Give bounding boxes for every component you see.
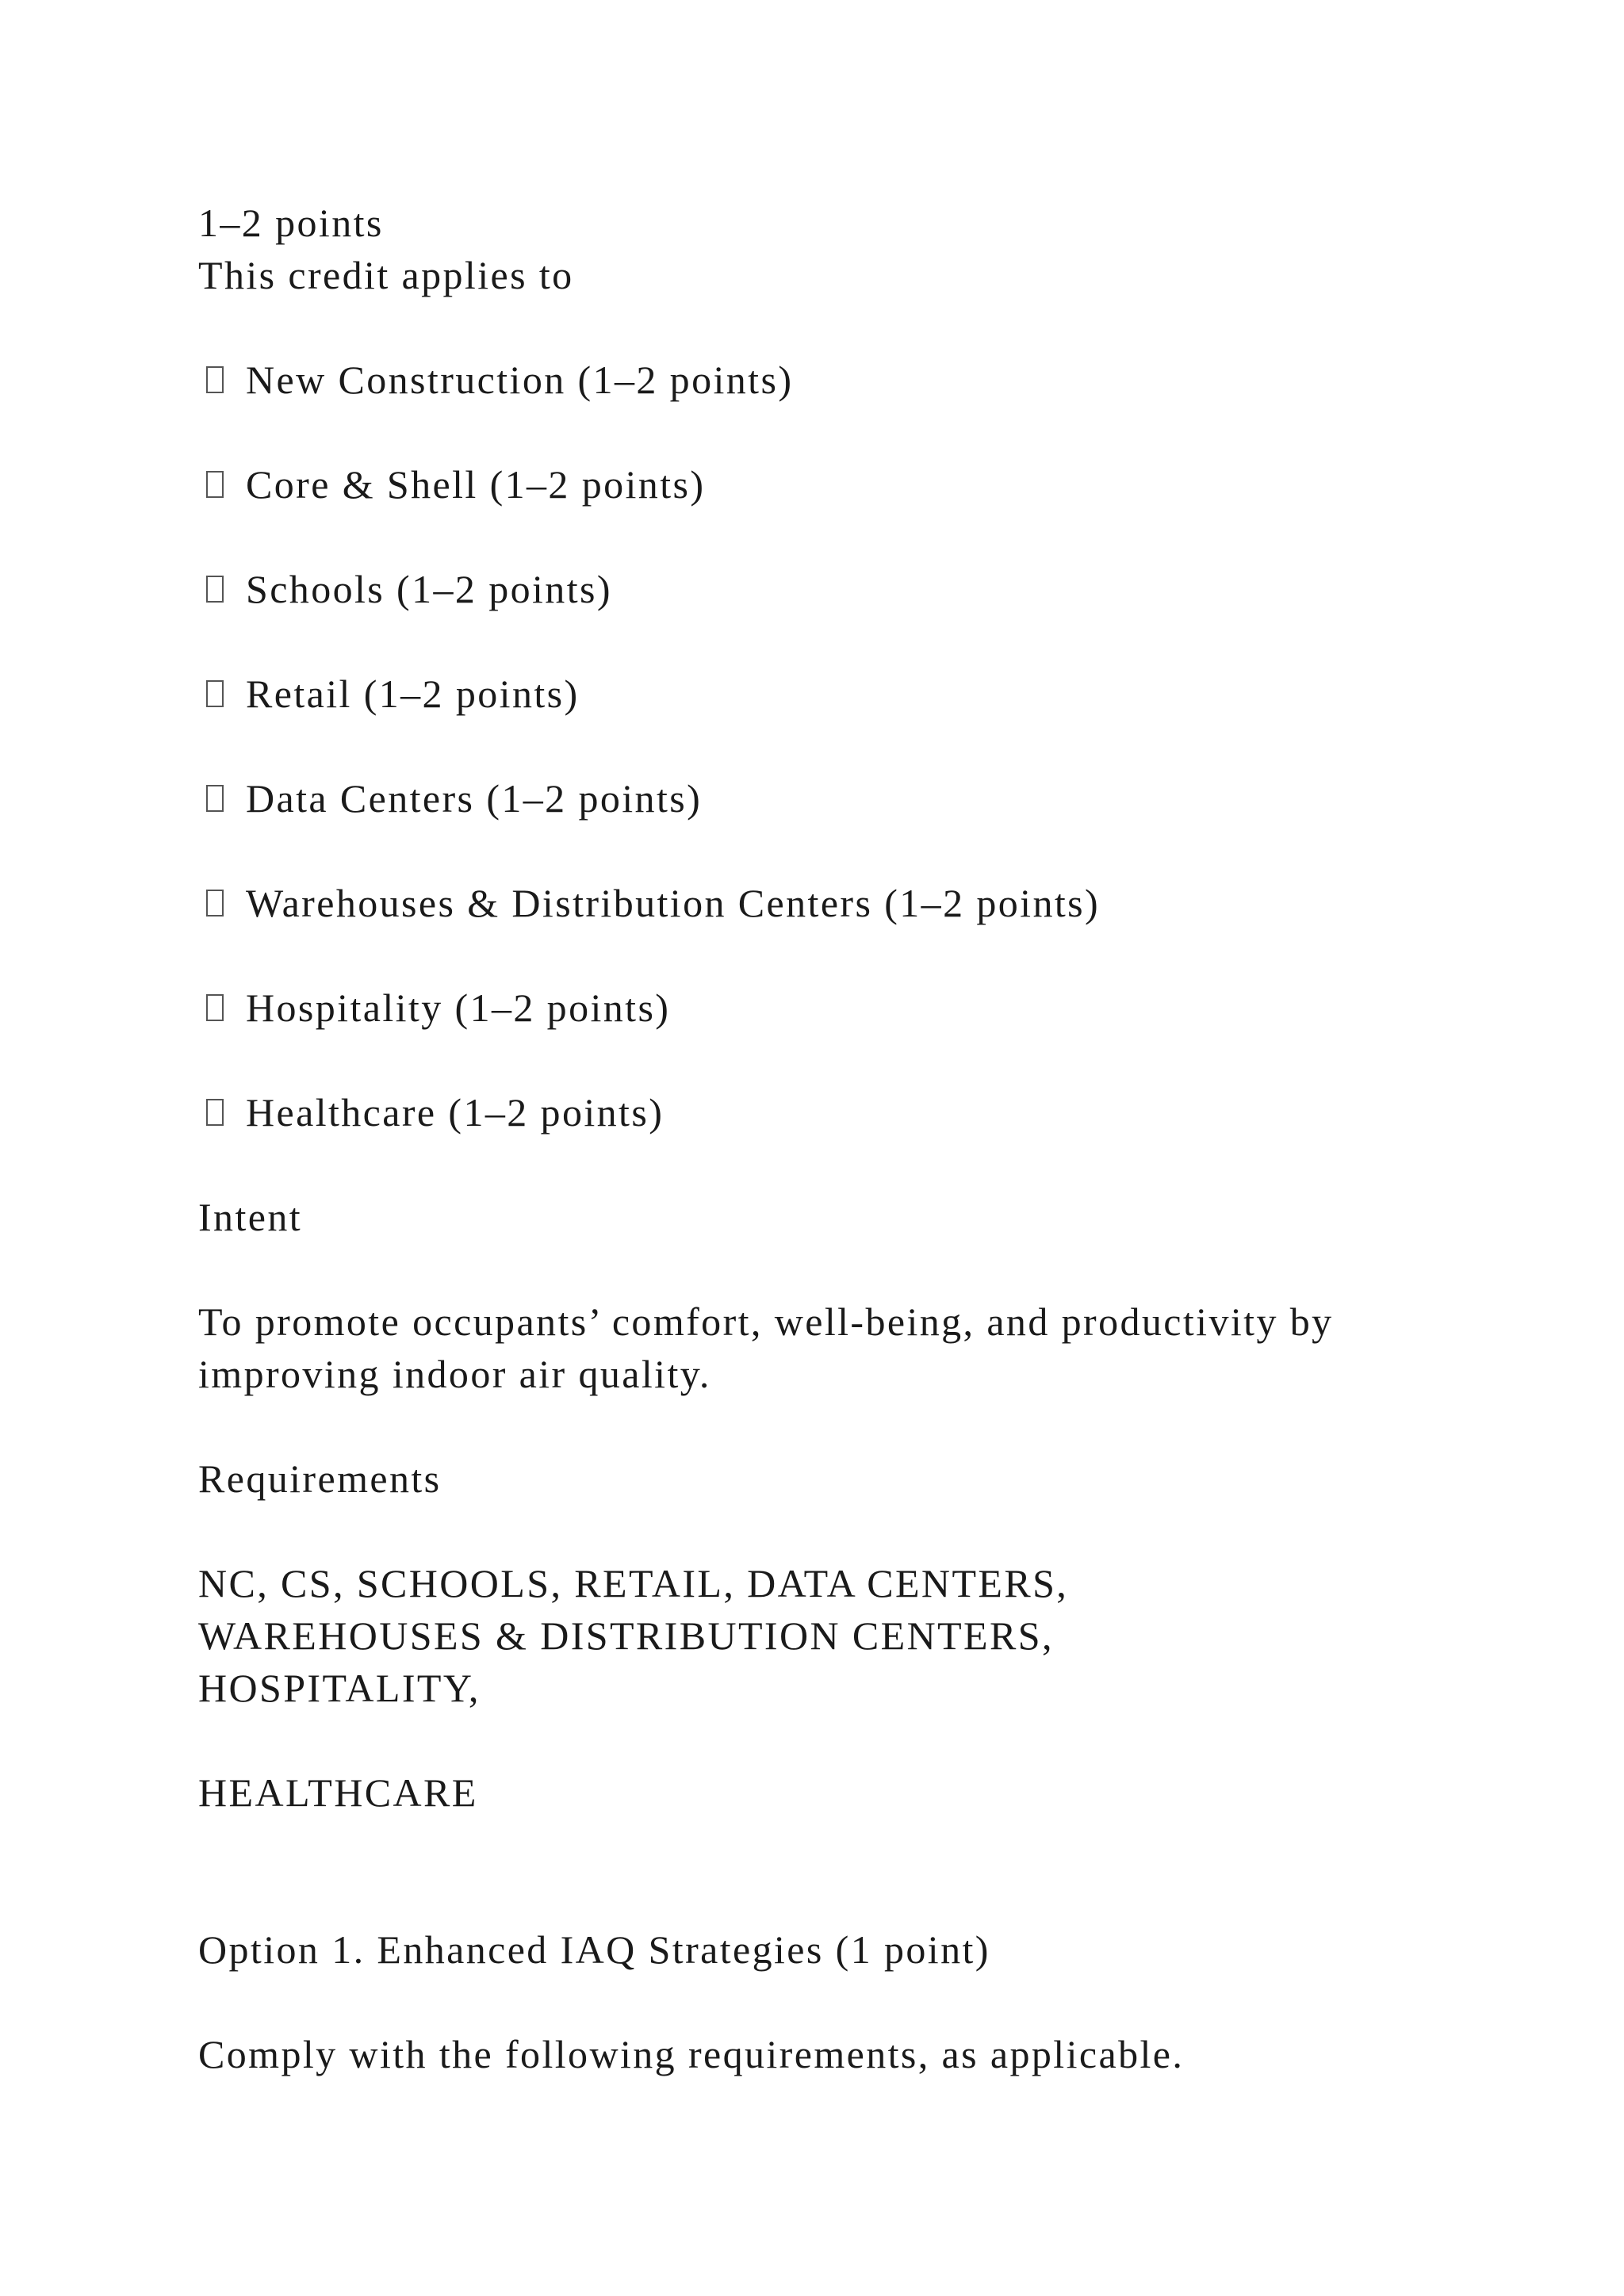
checkbox-icon	[206, 366, 224, 393]
document-page	[198, 197, 1467, 2080]
applies-to-label: This credit applies to	[198, 253, 574, 297]
applicability-label: Retail (1–2 points)	[246, 672, 580, 716]
checkbox-icon	[206, 785, 224, 812]
option1-heading: Option 1. Enhanced IAQ Strategies (1 point)	[198, 1927, 990, 1972]
applicability-item	[198, 772, 1467, 825]
intent-text-line: To promote occupants’ comfort, well-being, and productivity by	[198, 1299, 1334, 1344]
checkbox-icon	[206, 994, 224, 1021]
applicability-item	[198, 982, 1467, 1034]
points-label: 1–2 points	[198, 201, 384, 245]
requirements-scope-line: NC, CS, SCHOOLS, RETAIL, DATA CENTERS,	[198, 1561, 1069, 1605]
checkbox-icon	[206, 890, 224, 916]
applicability-label: Healthcare (1–2 points)	[246, 1090, 665, 1135]
applicability-item	[198, 1086, 1467, 1138]
checkbox-icon	[206, 680, 224, 707]
intent-text-line: improving indoor air quality.	[198, 1352, 711, 1396]
applicability-item	[198, 668, 1467, 720]
requirements-scope-line: WAREHOUSES & DISTRIBUTION CENTERS,	[198, 1613, 1054, 1658]
applicability-item	[198, 458, 1467, 511]
applicability-item	[198, 563, 1467, 615]
requirements-heading: Requirements	[198, 1456, 442, 1501]
applicability-label: Data Centers (1–2 points)	[246, 776, 703, 821]
applicability-item	[198, 877, 1467, 929]
requirements-scope-line: HOSPITALITY,	[198, 1666, 481, 1710]
applicability-label: Hospitality (1–2 points)	[246, 985, 671, 1030]
applicability-item	[198, 354, 1467, 406]
checkbox-icon	[206, 471, 224, 498]
applicability-label: New Construction (1–2 points)	[246, 358, 794, 402]
applicability-label: Schools (1–2 points)	[246, 567, 612, 611]
checkbox-icon	[206, 576, 224, 603]
applicability-label: Core & Shell (1–2 points)	[246, 462, 706, 507]
option1-body: Comply with the following requirements, as applicable.	[198, 2032, 1185, 2076]
intent-heading: Intent	[198, 1195, 303, 1239]
checkbox-icon	[206, 1099, 224, 1126]
requirements-scope-line: HEALTHCARE	[198, 1770, 478, 1815]
applicability-label: Warehouses & Distribution Centers (1–2 points)	[246, 881, 1101, 925]
